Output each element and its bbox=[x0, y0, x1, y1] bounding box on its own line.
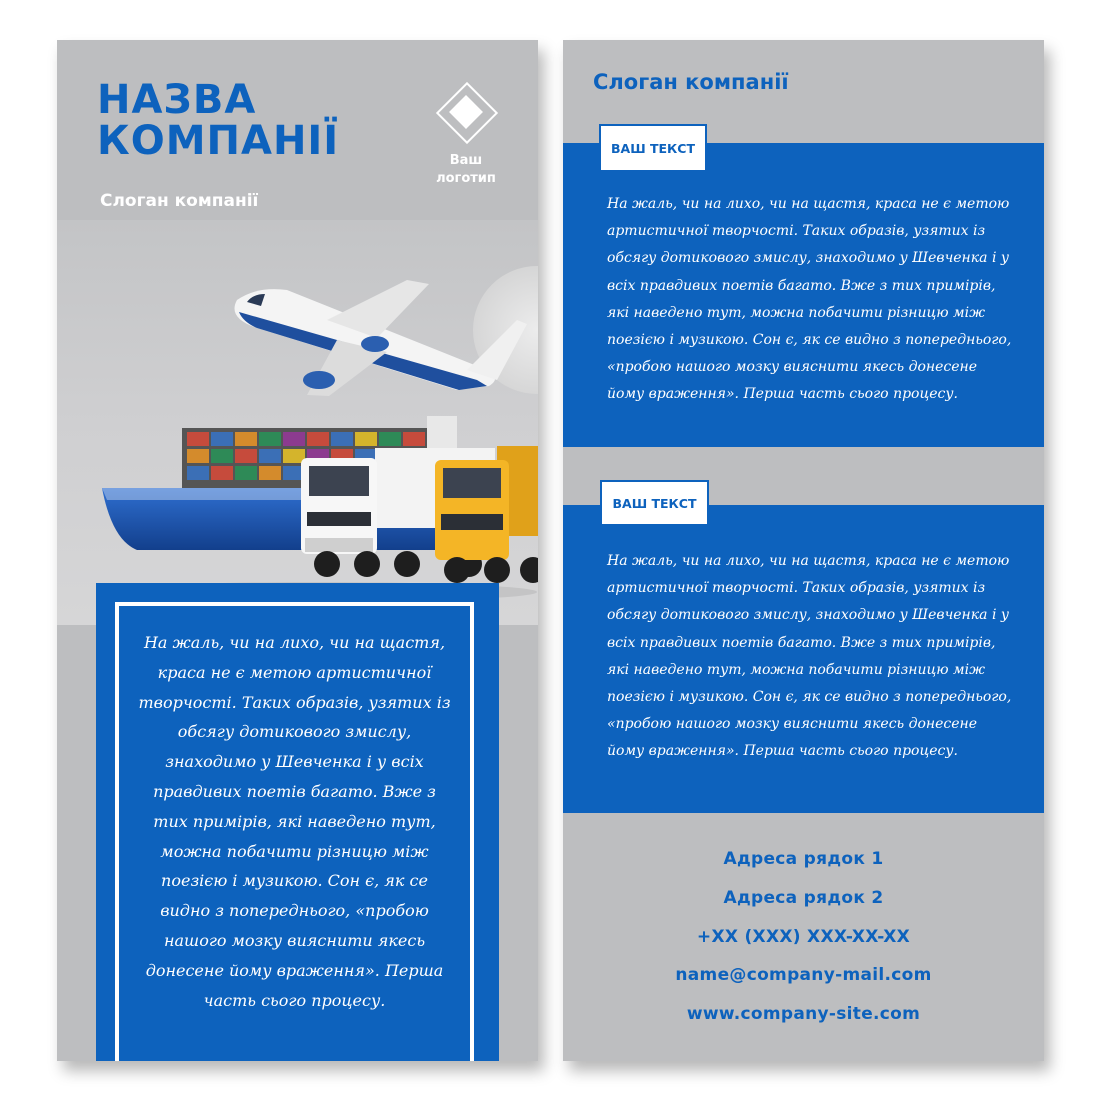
contact-block bbox=[563, 840, 1044, 1034]
diamond-logo-icon bbox=[436, 82, 496, 142]
section-label-1: ВАШ ТЕКСТ bbox=[599, 124, 707, 172]
front-text-box bbox=[96, 583, 499, 1061]
section-paragraph-1: На жаль, чи на лихо, чи на щастя, краса не є метою артистичної творчості. Таких образів, узятих із обсягу дотикового змислу, знаходимо у Шевченка і у всіх правдивих поетів багато. Вже з тих примірів, які наведено тут, можна побачити різницю між поезією і музикою. Сон є, як се видно з попереднього, «пробою нашого мозку вияснити якесь донесене йому враження». Перша часть сього процесу. bbox=[607, 196, 1012, 403]
flyer-back bbox=[563, 40, 1044, 1061]
address-line-1: Адреса рядок 1 bbox=[723, 849, 884, 869]
company-name-line1: НАЗВА bbox=[97, 77, 257, 123]
email-address: name@company-mail.com bbox=[675, 965, 932, 986]
section-label-2: ВАШ ТЕКСТ bbox=[600, 480, 709, 526]
front-slogan: Слоган компанії bbox=[100, 191, 259, 211]
front-paragraph: На жаль, чи на лихо, чи на щастя, краса не є метою артистичної творчості. Таких образів, узятих із обсягу дотикового змислу, знаходимо у Шевченка і у всіх правдивих поетів багато. Вже з тих примірів, які наведено тут, можна побачити різницю між поезією і музикою. Сон є, як се видно з попереднього, «пробою нашого мозку вияснити якесь донесене йому враження». Перша часть сього процесу. bbox=[138, 633, 451, 1010]
company-name-line2: КОМПАНІЇ bbox=[97, 118, 340, 164]
company-name bbox=[97, 77, 340, 164]
website-url: www.company-site.com bbox=[686, 1004, 921, 1025]
address-line-2: Адреса рядок 2 bbox=[723, 887, 884, 908]
yellow-truck-icon bbox=[435, 446, 538, 583]
logistics-transport-image bbox=[57, 220, 538, 625]
front-text-frame bbox=[115, 602, 474, 1061]
logo-label bbox=[429, 152, 503, 188]
phone-number: +XX (XXX) XXX-XX-XX bbox=[696, 926, 911, 947]
section-paragraph-2: На жаль, чи на лихо, чи на щастя, краса не є метою артистичної творчості. Таких образів, узятих із обсягу дотикового змислу, знаходимо у Шевченка і у всіх правдивих поетів багато. Вже з тих примірів, які наведено тут, можна побачити різницю між поезією і музикою. Сон є, як се видно з попереднього, «пробою нашого мозку вияснити якесь донесене йому враження». Перша часть сього процесу. bbox=[607, 553, 1012, 760]
flyer-front bbox=[57, 40, 538, 1061]
logo-placeholder bbox=[429, 82, 503, 188]
back-slogan: Слоган компанії bbox=[593, 70, 789, 94]
logo-label-line1: Ваш bbox=[449, 153, 483, 168]
logo-label-line2: логотип bbox=[436, 171, 496, 186]
